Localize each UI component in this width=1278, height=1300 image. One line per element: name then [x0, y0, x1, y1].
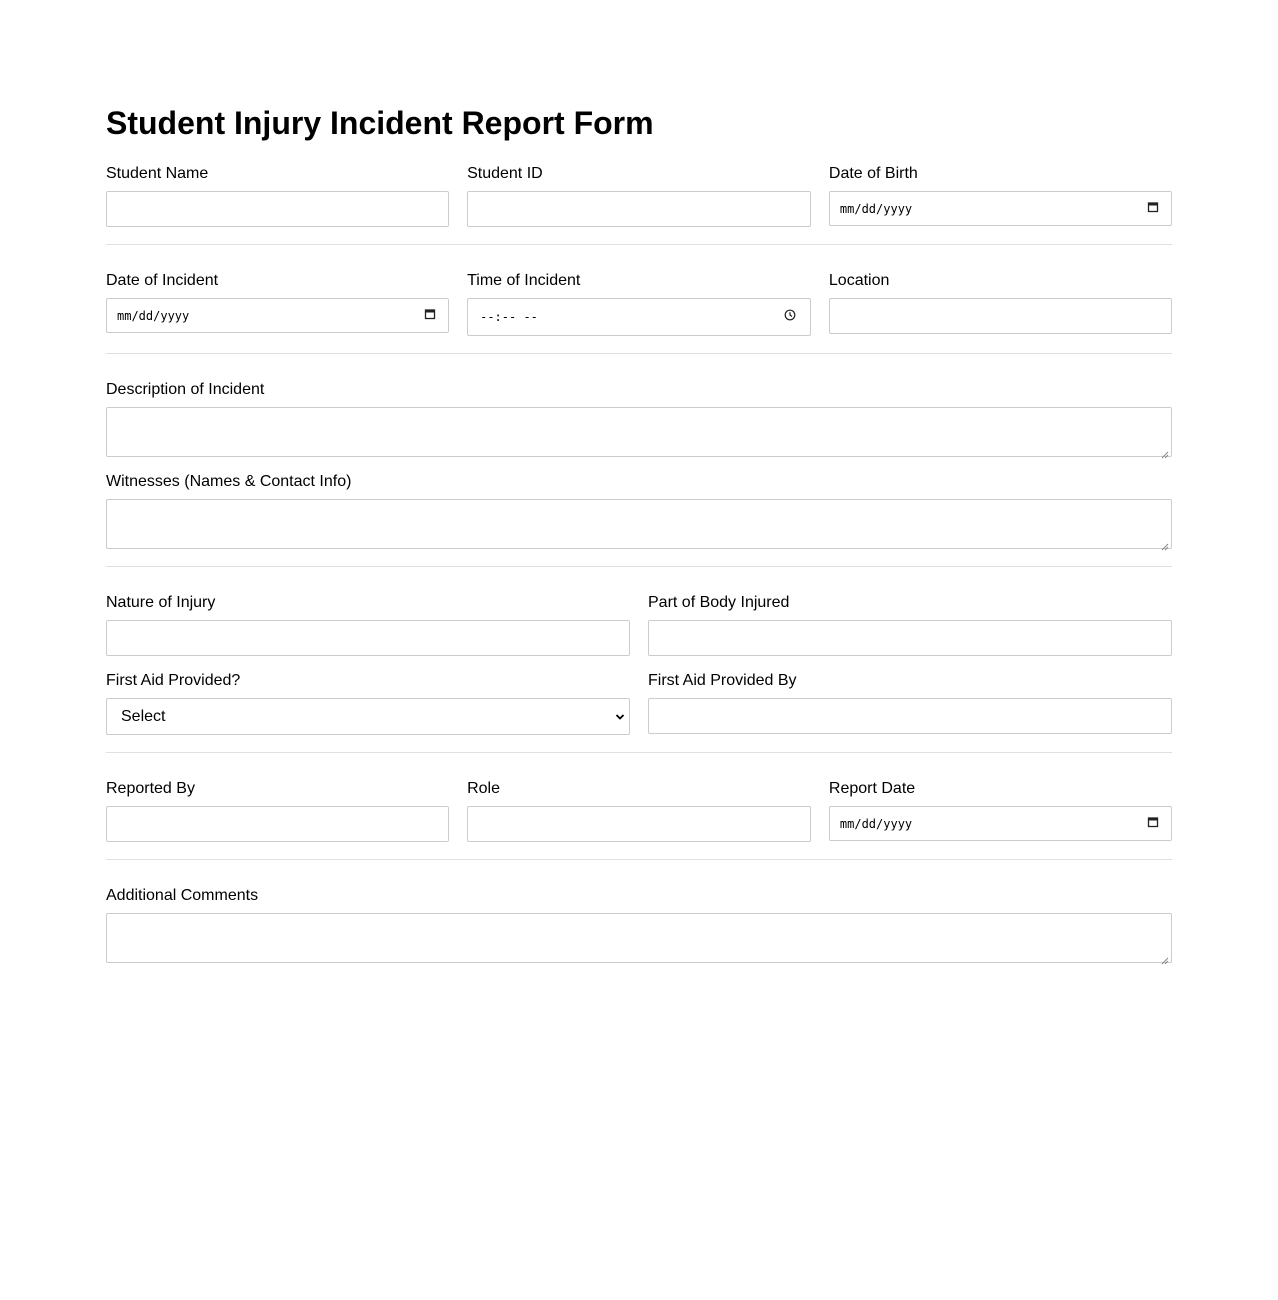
reported-by-input[interactable] — [106, 806, 449, 842]
nature-of-injury-input[interactable] — [106, 620, 630, 656]
role-label: Role — [467, 780, 500, 797]
section-divider — [106, 752, 1172, 753]
date-placeholder: mm/dd/yyyy — [839, 816, 913, 831]
body-part-field — [648, 594, 1172, 656]
section-divider — [106, 353, 1172, 354]
description-label: Description of Incident — [106, 381, 265, 398]
chevron-down-icon[interactable] — [615, 708, 625, 726]
date-of-birth-field — [829, 165, 1172, 227]
student-info-row — [106, 165, 1172, 227]
date-of-incident-input[interactable] — [106, 298, 449, 333]
time-of-incident-label: Time of Incident — [467, 272, 581, 289]
resize-handle-icon[interactable] — [1161, 952, 1169, 960]
first-aid-by-field — [648, 672, 1172, 735]
additional-comments-field — [106, 887, 1172, 963]
resize-handle-icon[interactable] — [1161, 446, 1169, 454]
date-of-incident-label: Date of Incident — [106, 272, 219, 289]
body-part-label: Part of Body Injured — [648, 594, 790, 611]
first-aid-provided-field — [106, 672, 630, 735]
date-of-incident-field — [106, 272, 449, 336]
student-name-field — [106, 165, 449, 227]
time-of-incident-input[interactable] — [467, 298, 811, 336]
witnesses-label: Witnesses (Names & Contact Info) — [106, 473, 352, 490]
page-title: Student Injury Incident Report Form — [106, 105, 654, 141]
witnesses-field — [106, 473, 1172, 549]
date-placeholder: mm/dd/yyyy — [839, 201, 913, 216]
location-field — [829, 272, 1172, 336]
reported-by-label: Reported By — [106, 780, 195, 797]
section-divider — [106, 566, 1172, 567]
location-input[interactable] — [829, 298, 1172, 334]
student-name-label: Student Name — [106, 165, 209, 182]
role-input[interactable] — [467, 806, 811, 842]
select-value: Select — [121, 707, 166, 725]
report-date-input[interactable] — [829, 806, 1172, 841]
section-divider — [106, 244, 1172, 245]
date-of-birth-input[interactable] — [829, 191, 1172, 226]
student-id-field — [467, 165, 811, 227]
date-of-birth-label: Date of Birth — [828, 165, 918, 182]
section-divider — [106, 859, 1172, 860]
first-aid-provided-select[interactable] — [106, 698, 630, 735]
first-aid-by-label: First Aid Provided By — [648, 672, 797, 689]
additional-comments-label: Additional Comments — [106, 887, 259, 904]
student-id-label: Student ID — [467, 165, 543, 182]
nature-of-injury-label: Nature of Injury — [106, 594, 216, 611]
resize-handle-icon[interactable] — [1161, 538, 1169, 546]
description-textarea[interactable] — [106, 407, 1172, 457]
role-field — [467, 780, 811, 842]
witnesses-textarea[interactable] — [106, 499, 1172, 549]
body-part-input[interactable] — [648, 620, 1172, 656]
clock-icon[interactable] — [784, 308, 796, 326]
reporter-row — [106, 780, 1172, 842]
calendar-icon[interactable] — [1147, 815, 1159, 833]
reported-by-field — [106, 780, 449, 842]
incident-info-row — [106, 272, 1172, 336]
student-name-input[interactable] — [106, 191, 449, 227]
time-placeholder: --:-- -- — [480, 310, 538, 324]
description-field — [106, 381, 1172, 457]
injury-row — [106, 594, 1172, 656]
first-aid-row — [106, 672, 1172, 735]
additional-comments-textarea[interactable] — [106, 913, 1172, 963]
student-id-input[interactable] — [467, 191, 811, 227]
location-label: Location — [828, 272, 890, 289]
date-placeholder: mm/dd/yyyy — [117, 308, 190, 323]
report-date-field — [829, 780, 1172, 842]
calendar-icon[interactable] — [1147, 200, 1159, 218]
nature-of-injury-field — [106, 594, 630, 656]
first-aid-by-input[interactable] — [648, 698, 1172, 734]
first-aid-provided-label: First Aid Provided? — [106, 672, 241, 689]
calendar-icon[interactable] — [424, 307, 436, 325]
report-date-label: Report Date — [828, 780, 916, 797]
time-of-incident-field — [467, 272, 811, 336]
